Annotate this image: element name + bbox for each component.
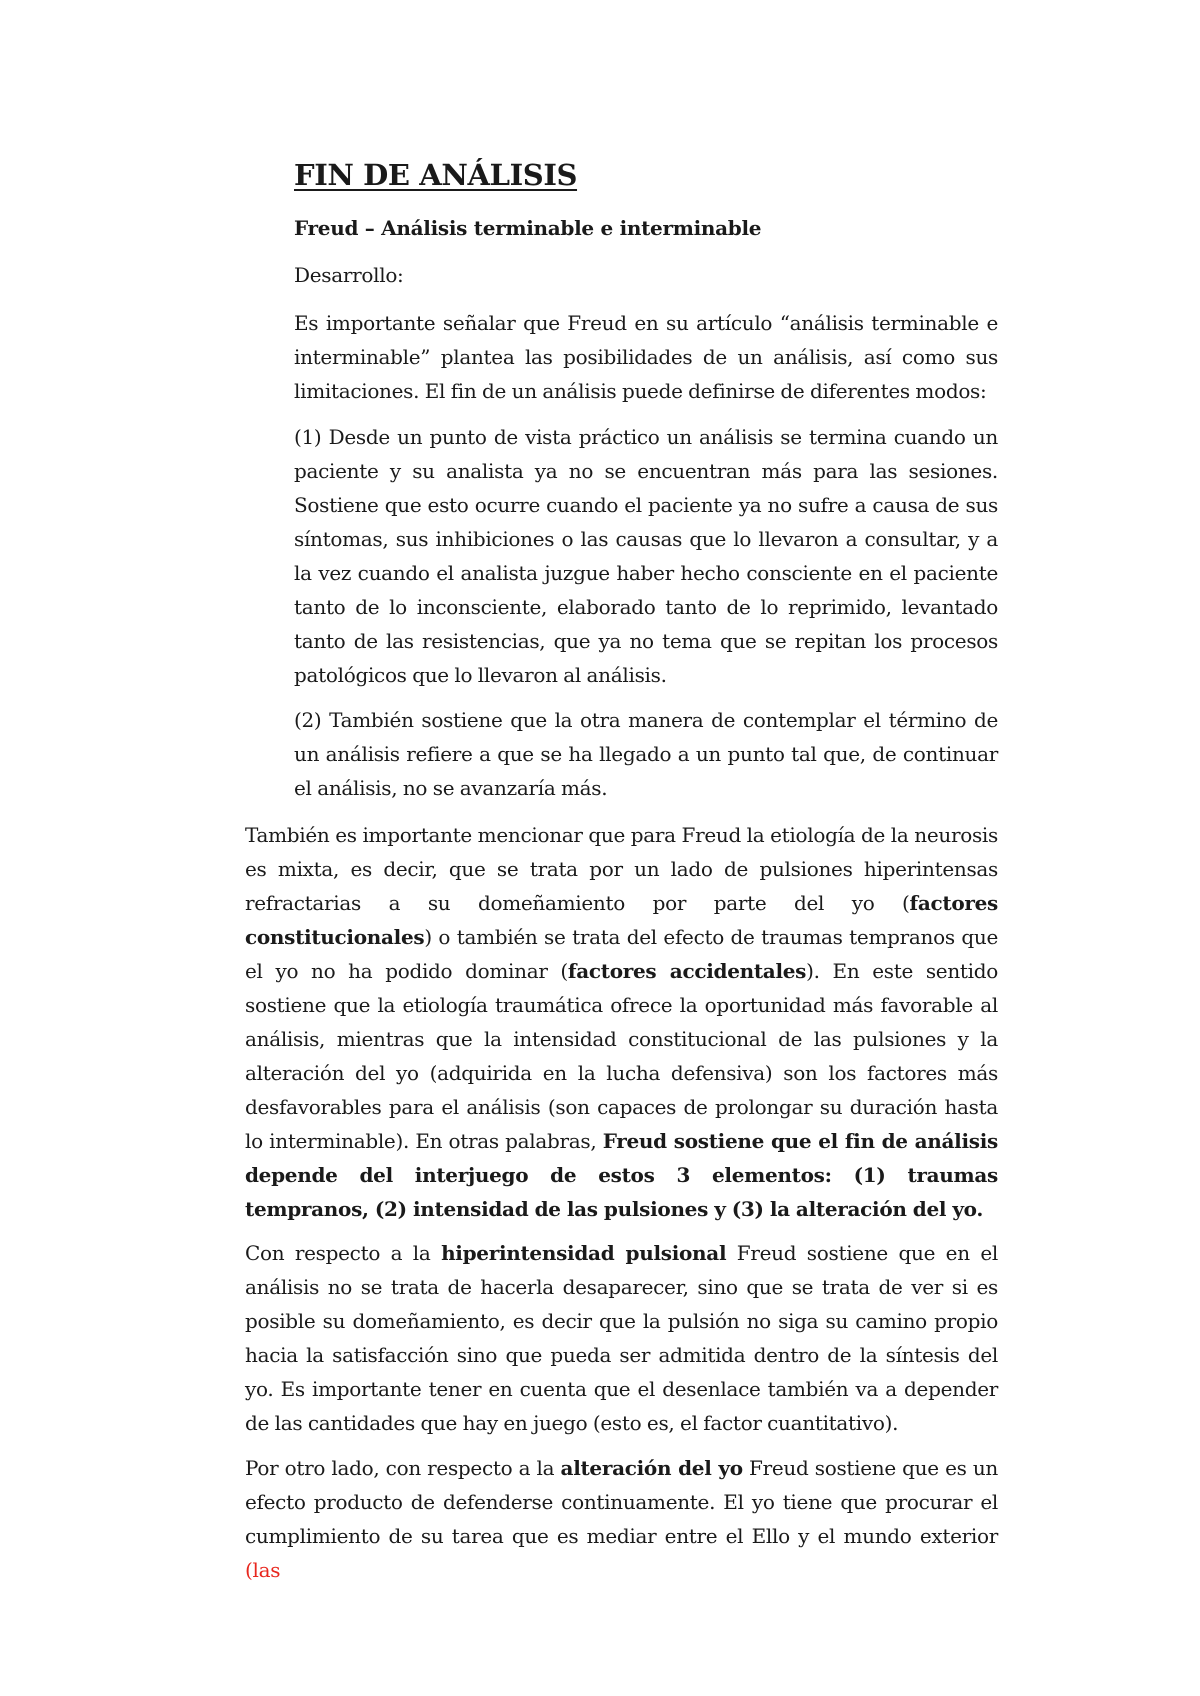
etiology-text-2: ) o también se trata del efecto de traumas tempranos que el yo no ha podido dominar ( [245, 925, 998, 983]
hyperintensity-paragraph [245, 1236, 998, 1440]
hyperintensity-text-2: Freud sostiene que en el análisis no se trata de hacerla desaparecer, sino que se trata de ver si es posible su domeñamiento, es decir que la pulsión no siga su camino propio hacia la satisfacción sino que pueda ser admitida dentro de la síntesis del yo. Es importante tener en cuenta que el desenlace también va a depender de las cantidades que hay en juego (esto es, el factor cuantitativo). [245, 1241, 998, 1435]
three-elements-conclusion: Freud sostiene que el fin de análisis depende del interjuego de estos 3 elementos: (1) traumas tempranos, (2) intensidad de las pulsiones y (3) la alteración del yo. [245, 1129, 998, 1221]
point-two-paragraph: (2) También sostiene que la otra manera de contemplar el término de un análisis refiere a que se ha llegado a un punto tal que, de continuar el análisis, no se avanzaría más. [294, 708, 998, 800]
point-one-paragraph: (1) Desde un punto de vista práctico un análisis se termina cuando un paciente y su analista ya no se encuentran más para las sesiones. Sostiene que esto ocurre cuando el paciente ya no sufre a causa de sus síntomas, sus inhibiciones o las causas que lo llevaron a consultar, y a la vez cuando el analista juzgue haber hecho consciente en el paciente tanto de lo inconsciente, elaborado tanto de lo reprimido, levantado tanto de las resistencias, que ya no tema que se repitan los procesos patológicos que lo llevaron al análisis. [294, 425, 998, 687]
etiology-paragraph [245, 818, 998, 1226]
ego-alteration-text-1: Por otro lado, con respecto a la [245, 1456, 561, 1480]
etiology-text-1: También es importante mencionar que para Freud la etiología de la neurosis es mixta, es decir, que se trata por un lado de pulsiones hiperintensas refractarias a su domeñamiento por parte del yo ( [245, 823, 998, 915]
etiology-text-3: ). En este sentido sostiene que la etiología traumática ofrece la oportunidad más favorable al análisis, mientras que la intensidad constitucional de las pulsiones y la alteración del yo (adquirida en la lucha defensiva) son los factores más desfavorables para el análisis (son capaces de prolongar su duración hasta lo interminable). En otras palabras, [245, 959, 998, 1153]
ego-alteration-text-2: Freud sostiene que es un efecto producto de defenderse continuamente. El yo tiene que procurar el cumplimiento de su tarea que es mediar entre el Ello y el mundo exterior [245, 1456, 999, 1548]
section-label: Desarrollo: [294, 263, 404, 287]
intro-paragraph: Es importante señalar que Freud en su artículo “análisis terminable e interminable” plantea las posibilidades de un análisis, así como sus limitaciones. El fin de un análisis puede definirse de diferentes modos: [294, 311, 998, 403]
red-highlight-text: (las [245, 1558, 281, 1582]
accidental-factors-term: factores accidentales [567, 959, 807, 983]
ego-alteration-term: alteración del yo [560, 1456, 743, 1480]
document-title: FIN DE ANÁLISIS [294, 158, 578, 192]
constitutional-factors-term: factores constitucionales [245, 891, 998, 949]
document-subtitle: Freud – Análisis terminable e interminable [294, 216, 762, 240]
hyperintensity-term: hiperintensidad pulsional [441, 1241, 727, 1265]
hyperintensity-text-1: Con respecto a la [245, 1241, 442, 1265]
ego-alteration-paragraph [245, 1451, 998, 1587]
